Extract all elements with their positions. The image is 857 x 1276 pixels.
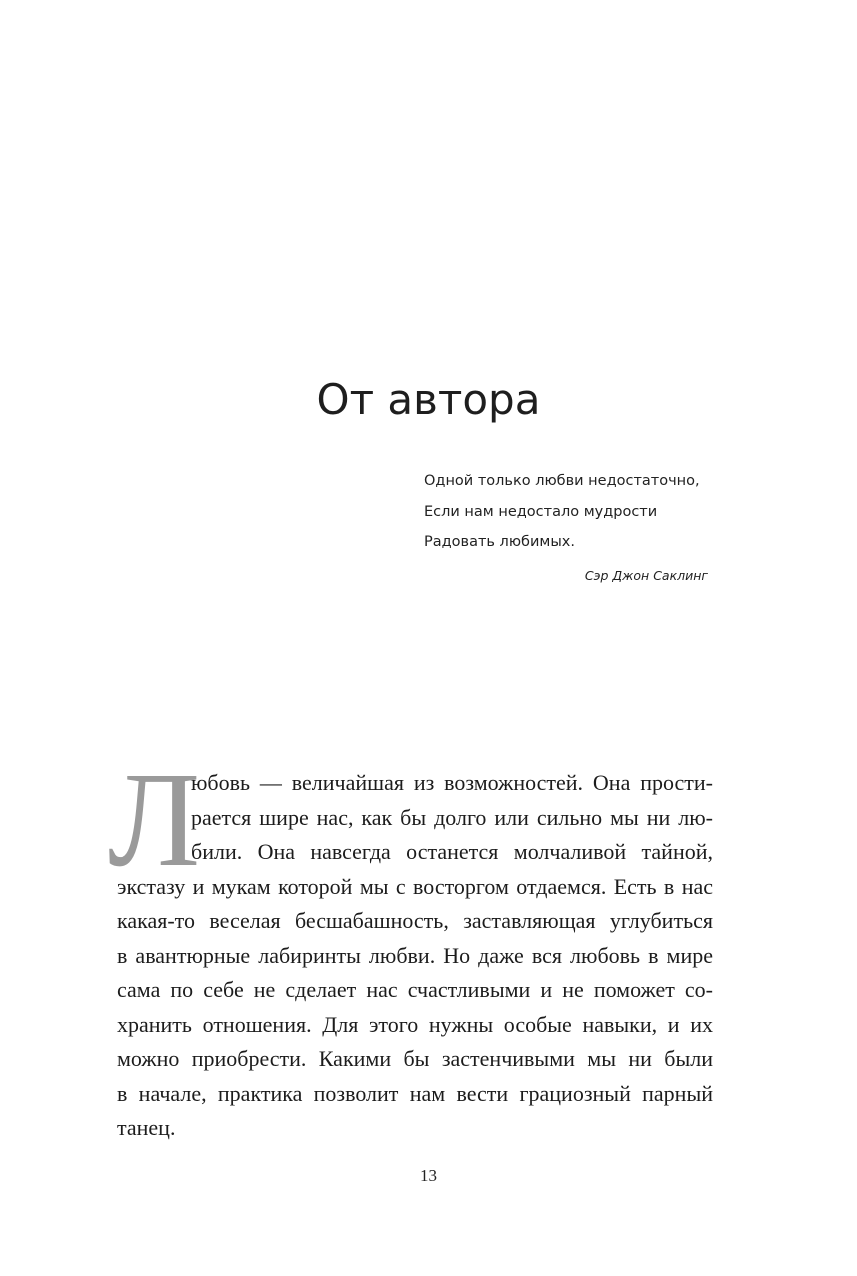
body-line: экстазу и мукам которой мы с восторгом отдаемся. Есть в нас [117, 873, 713, 899]
drop-cap: Л [108, 745, 201, 895]
body-line: танец. [117, 1115, 176, 1140]
body-line: в авантюрные лабиринты любви. Но даже вся любовь в мире [117, 942, 713, 968]
page-number: 13 [420, 1166, 437, 1185]
body-line: какая-то веселая бесшабашность, заставляющая углубиться [117, 908, 713, 933]
epigraph-line: Одной только любви недостаточно, [424, 473, 700, 489]
body-line: юбовь — величайшая из возможностей. Она прости- [191, 770, 713, 795]
body-line: в начале, практика позволит нам вести грациозный парный [117, 1080, 713, 1106]
body-line: рается шире нас, как бы долго или сильно мы ни лю- [191, 804, 713, 830]
epigraph-line: Радовать любимых. [424, 534, 575, 550]
body-paragraph [117, 766, 713, 1146]
body-line: били. Она навсегда останется молчаливой тайной, [191, 839, 713, 864]
epigraph-author: Сэр Джон Саклинг [584, 568, 708, 583]
body-line: можно приобрести. Какими бы застенчивыми мы ни были [117, 1046, 713, 1071]
epigraph [424, 466, 724, 558]
chapter-title: От автора [316, 375, 541, 424]
epigraph-line: Если нам недостало мудрости [424, 503, 658, 520]
body-line: сама по себе не сделает нас счастливыми и не поможет со- [117, 977, 713, 1002]
body-line: хранить отношения. Для этого нужны особые навыки, и их [117, 1011, 713, 1037]
